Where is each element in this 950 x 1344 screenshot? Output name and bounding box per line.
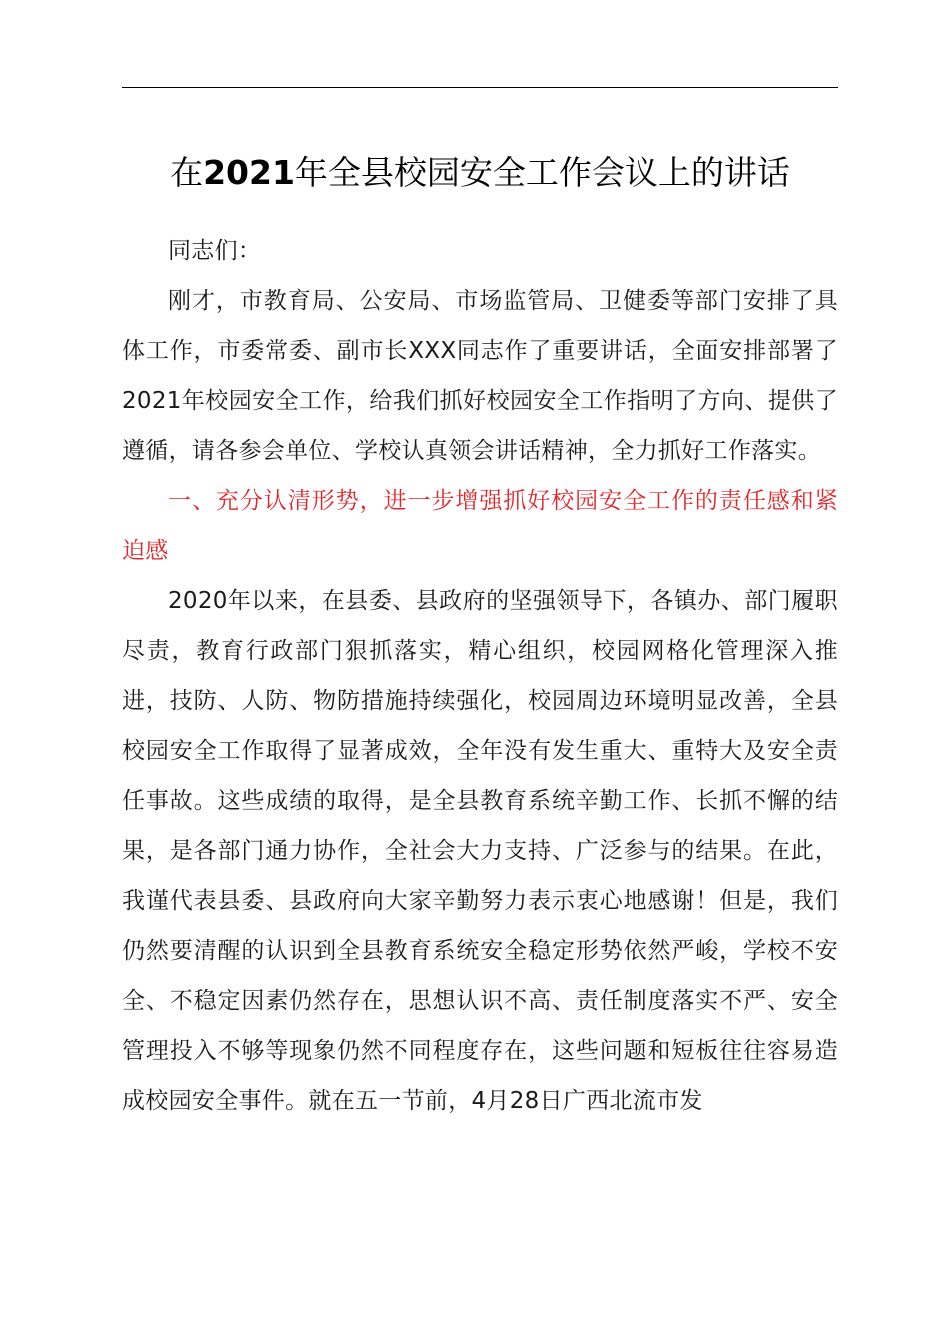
title-prefix: 在: [170, 153, 204, 192]
title-year: 2021: [203, 153, 295, 192]
header-rule: [122, 87, 838, 88]
section-heading: 一、充分认清形势，进一步增强抓好校园安全工作的责任感和紧迫感: [122, 488, 838, 564]
document-title: [122, 148, 838, 198]
greeting: 同志们：: [168, 238, 262, 264]
title-suffix: 年全县校园安全工作会议上的讲话: [294, 153, 790, 192]
paragraph-intro: 刚才，市教育局、公安局、市场监管局、卫健委等部门安排了具体工作，市委常委、副市长XXX同志作了重要讲话，全面安排部署了2021年校园安全工作，给我们抓好校园安全工作指明了方向、提供了遵循，请各参会单位、学校认真领会讲话精神，全力抓好工作落实。: [122, 288, 838, 464]
document-body: [122, 226, 838, 1126]
section-paragraph: 2020年以来，在县委、县政府的坚强领导下，各镇办、部门履职尽责，教育行政部门狠抓落实，精心组织，校园网格化管理深入推进，技防、人防、物防措施持续强化，校园周边环境明显改善，全县校园安全工作取得了显著成效，全年没有发生重大、重特大及安全责任事故。这些成绩的取得，是全县教育系统辛勤工作、长抓不懈的结果，是各部门通力协作，全社会大力支持、广泛参与的结果。在此，我谨代表县委、县政府向大家辛勤努力表示衷心地感谢！但是，我们仍然要清醒的认识到全县教育系统安全稳定形势依然严峻，学校不安全、不稳定因素仍然存在，思想认识不高、责任制度落实不严、安全管理投入不够等现象仍然不同程度存在，这些问题和短板往往容易造成校园安全事件。就在五一节前，4月28日广西北流市发: [122, 588, 838, 1114]
